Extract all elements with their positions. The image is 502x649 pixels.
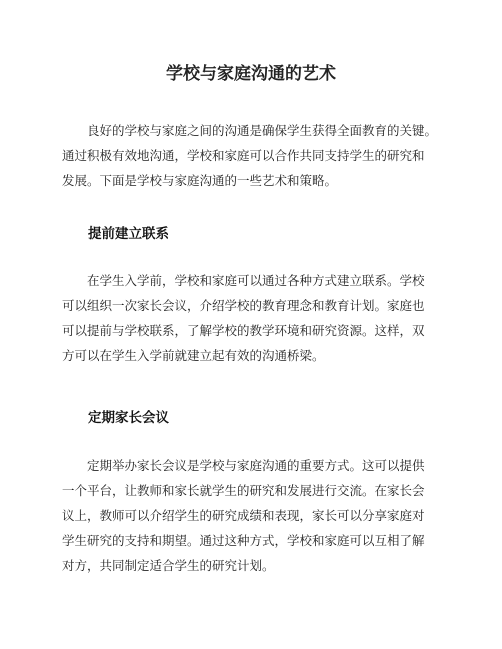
paragraph-line: 方可以在学生入学前就建立起有效的沟通桥梁。	[62, 348, 325, 363]
paragraph-line: 可以组织一次家长会议，介绍学校的教育理念和教育计划。家庭也	[62, 298, 425, 313]
intro-paragraph	[62, 118, 452, 193]
document-title: 学校与家庭沟通的艺术	[166, 64, 336, 84]
paragraph-line: 发展。下面是学校与家庭沟通的一些艺术和策略。	[62, 173, 338, 188]
paragraph-line: 对方，共同制定适合学生的研究计划。	[62, 558, 275, 573]
section-paragraph-advance-contact	[62, 268, 452, 368]
paragraph-line: 良好的学校与家庭之间的沟通是确保学生获得全面教育的关键。	[87, 123, 438, 138]
paragraph-line: 通过积极有效地沟通，学校和家庭可以合作共同支持学生的研究和	[62, 148, 425, 163]
section-heading-parent-meeting: 定期家长会议	[88, 410, 169, 426]
section-heading-advance-contact: 提前建立联系	[88, 226, 169, 242]
paragraph-line: 在学生入学前，学校和家庭可以通过各种方式建立联系。学校	[87, 273, 425, 288]
section-paragraph-parent-meeting	[62, 453, 452, 578]
paragraph-line: 一个平台，让教师和家长就学生的研究和发展进行交流。在家长会	[62, 483, 425, 498]
paragraph-line: 议上，教师可以介绍学生的研究成绩和表现，家长可以分享家庭对	[62, 508, 425, 523]
paragraph-line: 可以提前与学校联系，了解学校的教学环境和研究资源。这样，双	[62, 323, 425, 338]
paragraph-line: 定期举办家长会议是学校与家庭沟通的重要方式。这可以提供	[87, 458, 425, 473]
paragraph-line: 学生研究的支持和期望。通过这种方式，学校和家庭可以互相了解	[62, 533, 425, 548]
